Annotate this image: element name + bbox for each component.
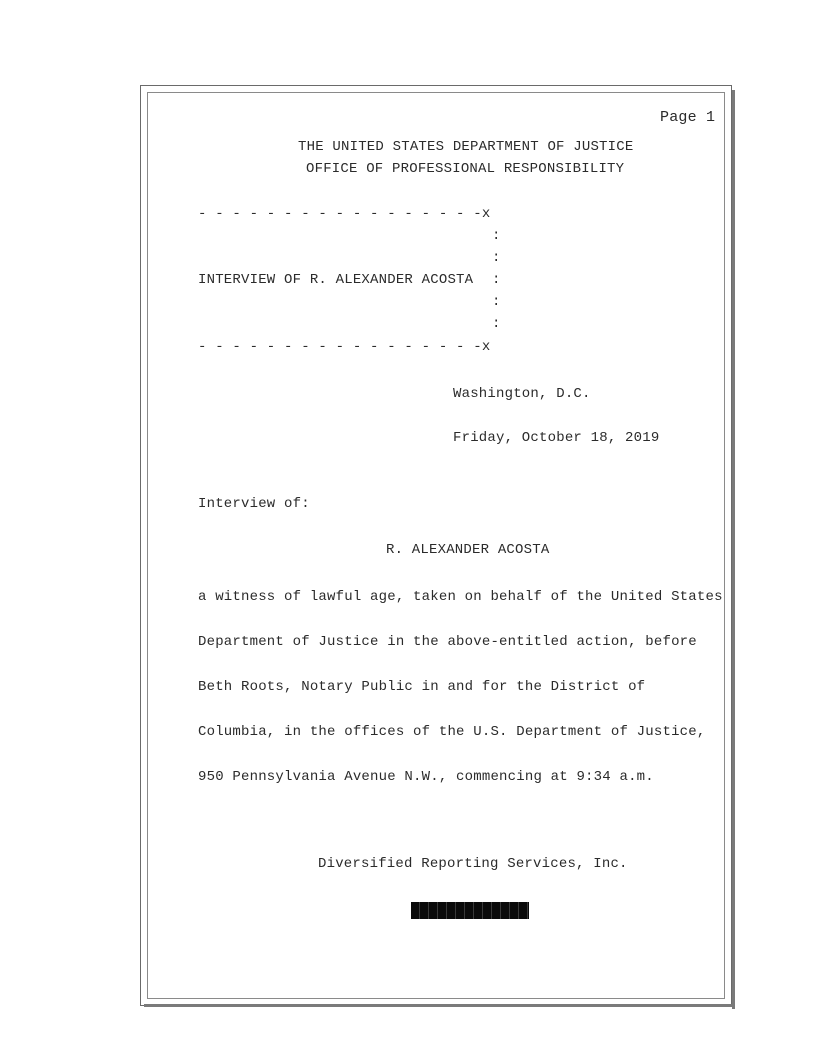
location: Washington, D.C.	[453, 386, 591, 402]
caption-colon: :	[492, 294, 501, 310]
body-line: a witness of lawful age, taken on behalf of the United States	[198, 589, 723, 605]
header-department: THE UNITED STATES DEPARTMENT OF JUSTICE	[298, 139, 634, 155]
body-line: Department of Justice in the above-entitled action, before	[198, 634, 697, 650]
caption-colon: :	[492, 272, 501, 288]
header-office: OFFICE OF PROFESSIONAL RESPONSIBILITY	[306, 161, 625, 177]
redaction-bar	[411, 902, 529, 919]
date: Friday, October 18, 2019	[453, 430, 660, 446]
body-line: 950 Pennsylvania Avenue N.W., commencing at 9:34 a.m.	[198, 769, 654, 785]
body-line: Beth Roots, Notary Public in and for the District of	[198, 679, 646, 695]
caption-bottom-rule: - - - - - - - - - - - - - - - - -x	[198, 339, 491, 355]
reporter-name: Diversified Reporting Services, Inc.	[318, 856, 628, 872]
caption-top-rule: - - - - - - - - - - - - - - - - -x	[198, 206, 491, 222]
caption-title: INTERVIEW OF R. ALEXANDER ACOSTA	[198, 272, 474, 288]
page-number: Page 1	[660, 109, 716, 126]
page-border-shadow	[144, 1004, 734, 1007]
witness-name: R. ALEXANDER ACOSTA	[386, 542, 550, 558]
caption-colon: :	[492, 228, 501, 244]
interview-of-label: Interview of:	[198, 496, 310, 512]
caption-colon: :	[492, 316, 501, 332]
caption-colon: :	[492, 250, 501, 266]
body-line: Columbia, in the offices of the U.S. Department of Justice,	[198, 724, 706, 740]
